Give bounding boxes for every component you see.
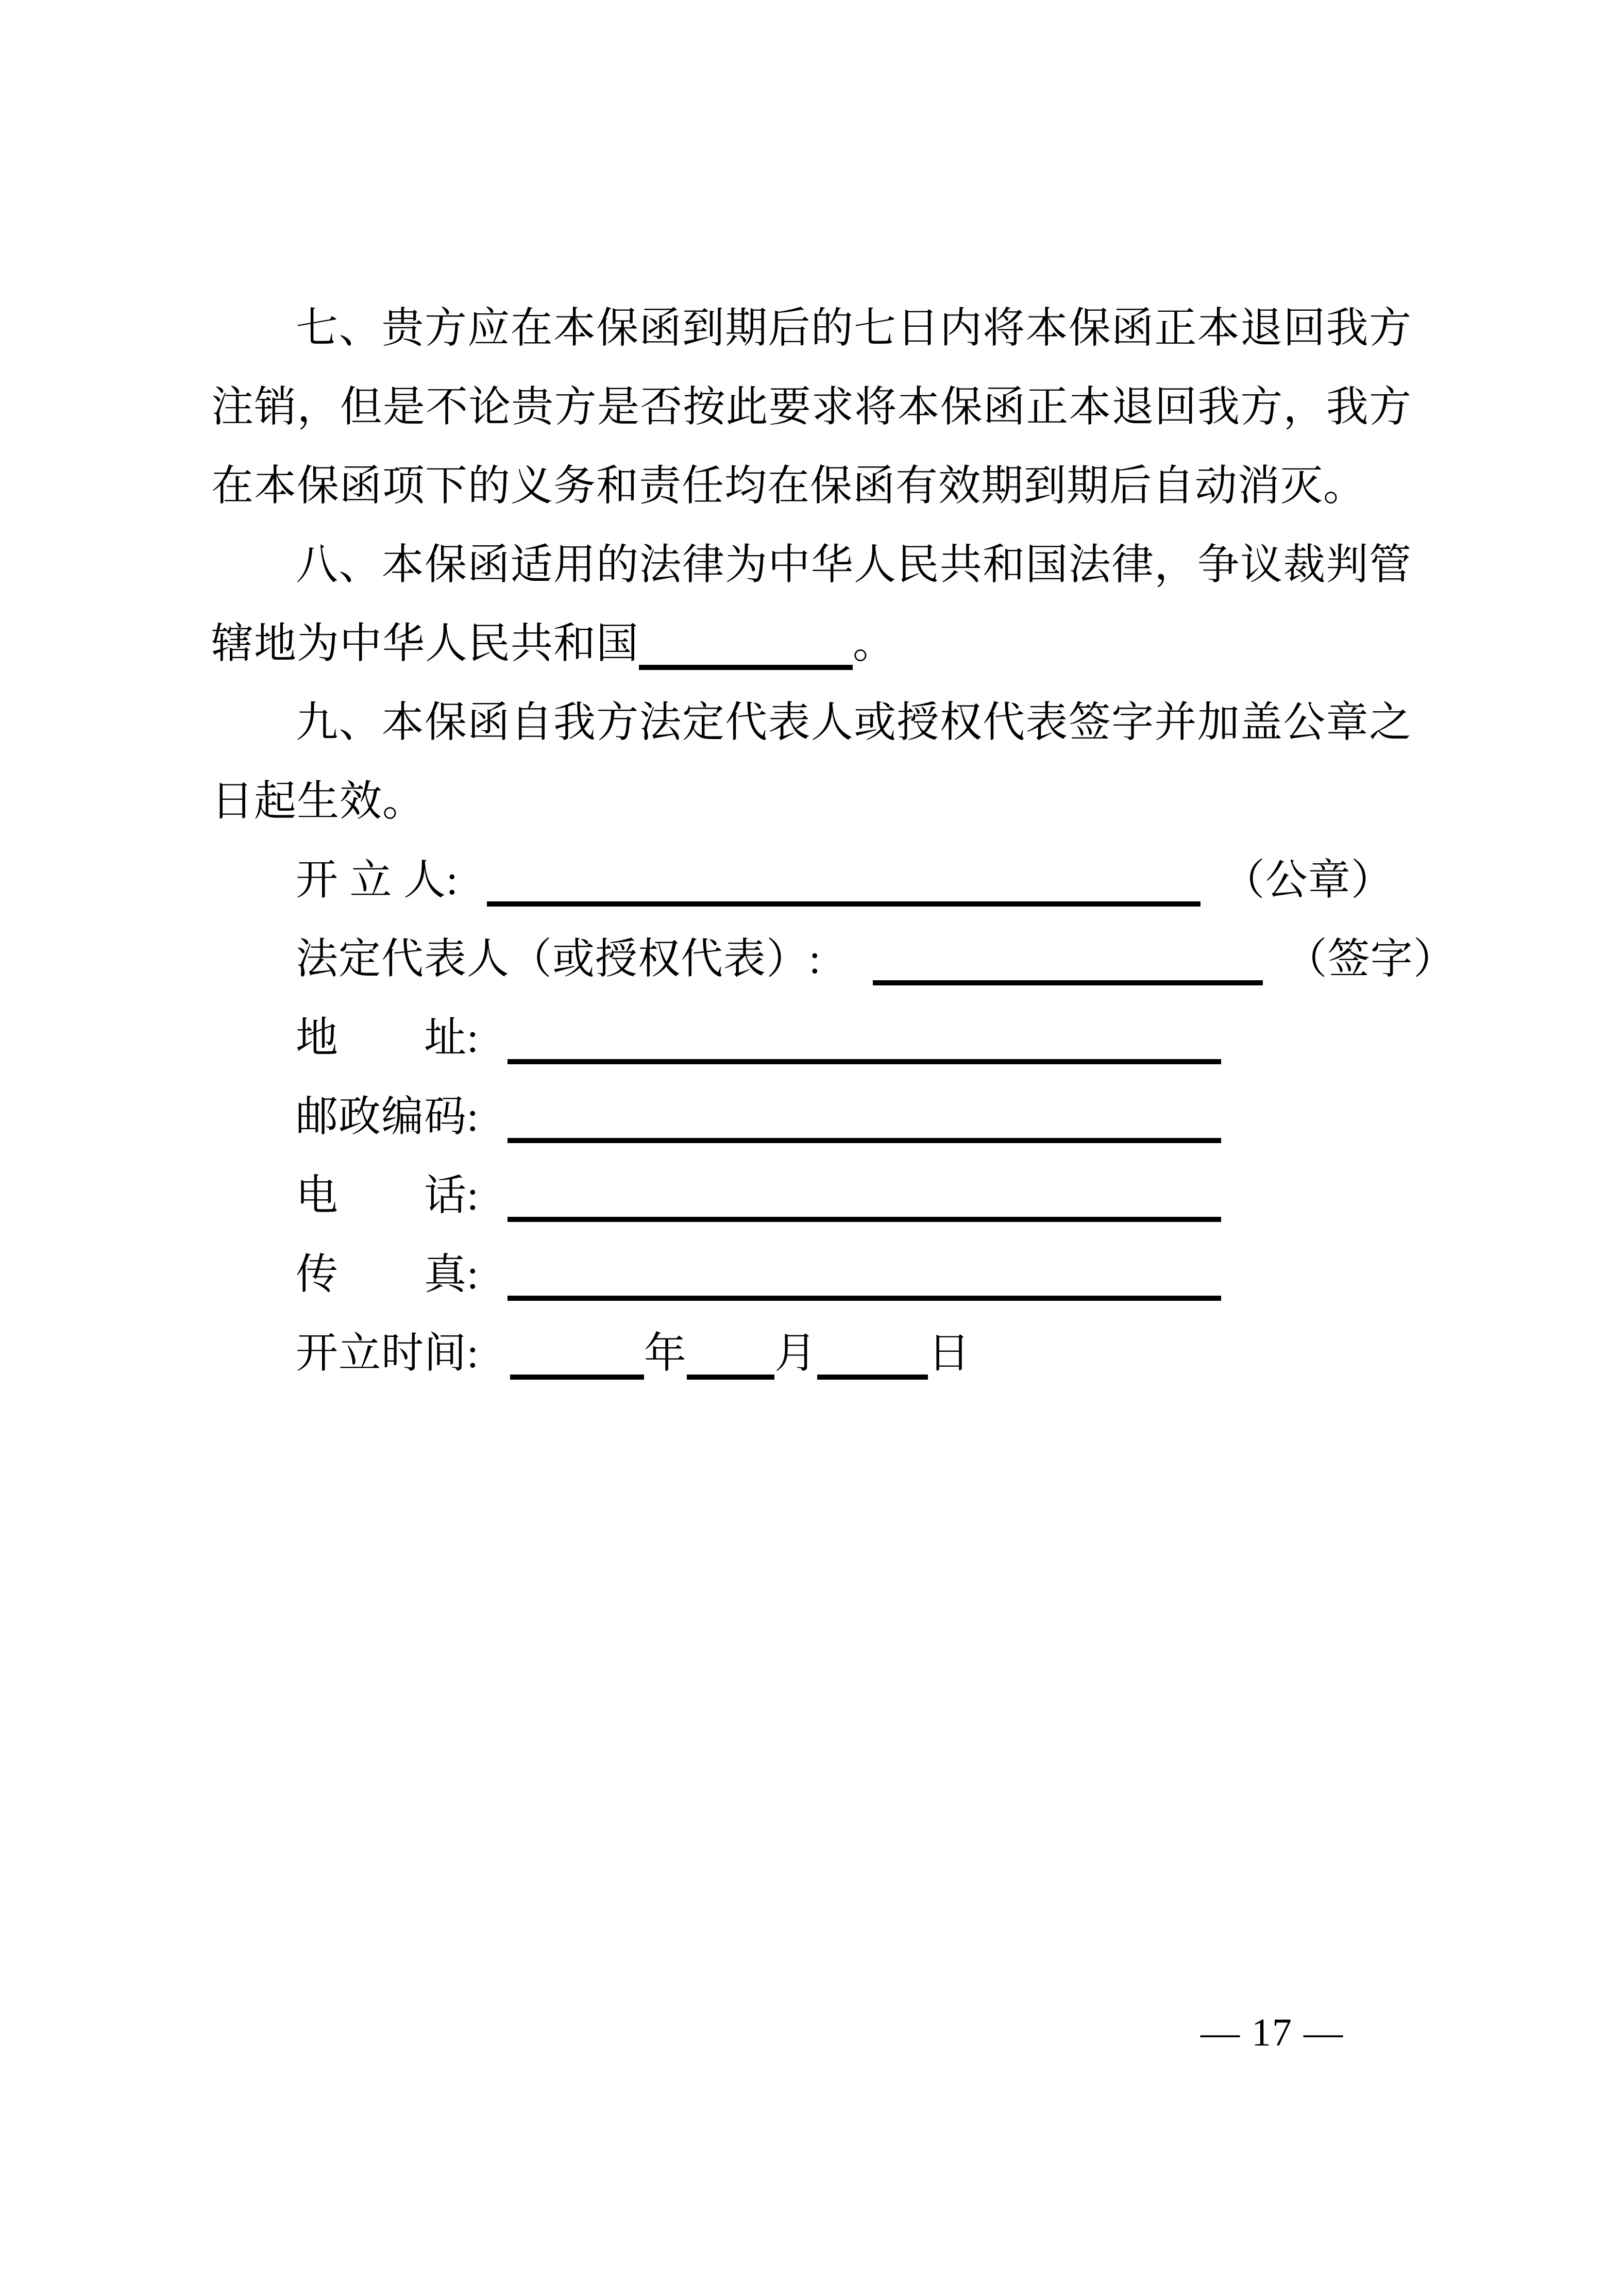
fax-blank-line xyxy=(508,1296,1221,1301)
issuer-label: 开 立 人: xyxy=(296,857,459,903)
address-blank-line xyxy=(508,1059,1221,1064)
issuer-seal-note: （公章） xyxy=(1222,857,1394,903)
paragraph-7-line-2 xyxy=(211,367,1412,446)
paragraph-9-line-2 xyxy=(211,762,1412,841)
year-blank-line xyxy=(510,1375,644,1380)
day-label: 日 xyxy=(927,1330,971,1377)
paragraph-8-line-2 xyxy=(211,604,1412,683)
postal-code-line xyxy=(211,1077,1412,1156)
paragraph-text: 注销，但是不论贵方是否按此要求将本保函正本退回我方，我方 xyxy=(211,383,1412,430)
paragraph-text: 。 xyxy=(853,620,896,667)
signature-note: （签字） xyxy=(1284,935,1456,982)
page-number: — 17 — xyxy=(1201,2011,1344,2054)
legal-representative-blank-line xyxy=(873,980,1263,985)
postal-code-label: 邮政编码: xyxy=(296,1093,479,1140)
paragraph-8-line-1 xyxy=(211,525,1412,604)
paragraph-text: 九、本保函自我方法定代表人或授权代表签字并加盖公章之 xyxy=(296,699,1412,746)
paragraph-7-line-3 xyxy=(211,446,1412,525)
paragraph-text: 七、贵方应在本保函到期后的七日内将本保函正本退回我方 xyxy=(296,305,1412,351)
paragraph-text: 八、本保函适用的法律为中华人民共和国法律，争议裁判管 xyxy=(296,541,1412,588)
address-line xyxy=(211,998,1412,1077)
month-label: 月 xyxy=(774,1330,817,1377)
jurisdiction-blank-line xyxy=(639,665,853,670)
issuer-blank-line xyxy=(487,901,1201,907)
legal-representative-label: 法定代表人（或授权代表）: xyxy=(296,935,821,982)
phone-label: 电 话: xyxy=(296,1172,479,1219)
address-label: 地 址: xyxy=(296,1014,479,1061)
phone-blank-line xyxy=(508,1217,1221,1222)
issue-date-line xyxy=(211,1314,1412,1393)
fax-label: 传 真: xyxy=(296,1251,479,1298)
paragraph-7-line-1 xyxy=(211,289,1412,367)
paragraph-text: 辖地为中华人民共和国 xyxy=(211,620,639,667)
paragraph-9-line-1 xyxy=(211,683,1412,762)
year-label: 年 xyxy=(644,1330,687,1377)
day-blank-line xyxy=(817,1375,928,1380)
paragraph-text: 日起生效。 xyxy=(211,778,426,825)
month-blank-line xyxy=(687,1375,774,1380)
phone-line xyxy=(211,1156,1412,1235)
issuer-line xyxy=(211,841,1412,919)
document-body xyxy=(211,289,1456,1393)
fax-line xyxy=(211,1235,1412,1314)
paragraph-text: 在本保函项下的义务和责任均在保函有效期到期后自动消灭。 xyxy=(211,462,1366,509)
issue-date-label: 开立时间: xyxy=(296,1330,479,1377)
legal-representative-line xyxy=(211,919,1456,998)
postal-code-blank-line xyxy=(508,1138,1221,1143)
